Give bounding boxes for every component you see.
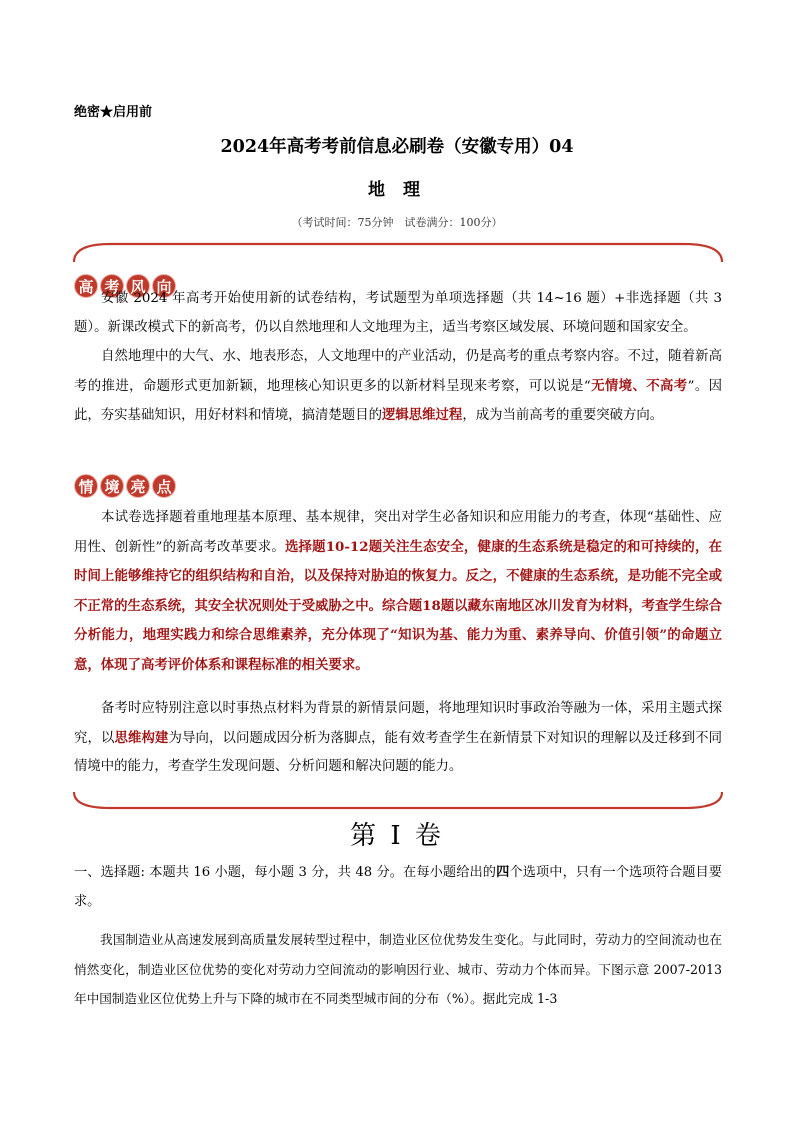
paragraph-focus <box>74 343 722 431</box>
badge-char: 向 <box>152 274 176 298</box>
badge-char: 点 <box>152 474 176 498</box>
exam-info: （考试时间：75分钟 试卷满分：100分） <box>291 216 503 229</box>
text: ，成为当前高考的重要突破方向。 <box>462 408 664 423</box>
paragraph-structure: 安徽 2024 年高考开始使用新的试卷结构，考试题型为单项选择题（共 14~16 题）+非选择题（共 3 题）。新课改模式下的新高考，仍以自然地理和人文地理为主，适当考察区域发展、环境问题和国家安全。 <box>74 291 722 335</box>
highlight-text: 逻辑思维过程 <box>381 407 463 423</box>
text: 本试卷选择题着重地理基本原理、基本规律，突出对学生必备知识和应用能力的考查，体现“基础性、应用性、创新性”的新高考改革要求。 <box>74 510 722 555</box>
bold-text: 四 <box>496 865 510 880</box>
paragraph-highlights <box>74 504 722 680</box>
exam-title: 2024年高考考前信息必刷卷（安徽专用）04 <box>220 137 574 157</box>
badge-char: 高 <box>74 274 98 298</box>
subject-title: 地 理 <box>368 180 426 200</box>
highlight-text: 无情境、不高考 <box>590 377 688 394</box>
question-material: 我国制造业从高速发展到高质量发展转型过程中，制造业区位优势发生变化。与此同时，劳动力的空间流动也在悄然变化，制造业区位优势的变化对劳动力空间流动的影响因行业、城市、劳动力个体而异。下图示意 2007-2013 年中国制造业区位优势上升与下降的城市在不同类型城市间的分布（%）。据此完成 1-3 <box>74 932 722 1006</box>
section-badge-highlights <box>74 474 178 501</box>
confidential-label: 绝密★启用前 <box>74 105 153 120</box>
badge-char: 风 <box>126 274 150 298</box>
badge-char: 境 <box>100 474 124 498</box>
question-instructions <box>74 858 722 916</box>
badge-char: 情 <box>74 474 98 498</box>
text: 自然地理中的大气、水、地表形态，人文地理中的产业活动，仍是高考的重点考察内容。不过，随着新高考的推进，命题形式更加新颖，地理核心知识更多的以新材料呈现来考察，可以说是“ <box>74 349 722 394</box>
text: 为导向，以问题成因分析为落脚点，能有效考查学生在新情景下对知识的理解以及迁移到不同情境中的能力，考查学生发现问题、分析问题和解决问题的能力。 <box>74 730 723 774</box>
highlight-text: 思维构建 <box>114 729 169 746</box>
text: 备考时应特别注意以时事热点材料为背景的新情景问题，将地理知识时事政治等融为一体，采用主题式探究，以 <box>74 701 722 746</box>
paragraph-preparation <box>74 695 722 782</box>
text: ”。因此，夯实基础知识，用好材料和情境，搞清楚题目的 <box>74 378 723 423</box>
text: 一、选择题: 本题共 16 小题，每小题 3 分，共 48 分。在每小题给出的 <box>74 865 497 880</box>
badge-char: 考 <box>100 274 124 298</box>
volume-heading: 第 I 卷 <box>350 821 444 851</box>
highlight-text: 选择题10-12题关注生态安全，健康的生态系统是稳定的和可持续的，在时间上能够维持它的组织结构和自治，以及保持对胁迫的恢复力。反之，不健康的生态系统，是功能不完全或不正常的生态系统，其安全状况则处于受威胁之中。综合题18题以藏东南地区冰川发育为材料，考查学生综合分析能力，地理实践力和综合思维素养，充分体现了“知识为基、能力为重、素养导向、价值引领”的命题立意，体现了高考评价体系和课程标准的相关要求。 <box>74 538 722 673</box>
badge-char: 亮 <box>126 474 150 498</box>
text: 个选项中，只有一个选项符合题目要求。 <box>74 865 722 909</box>
